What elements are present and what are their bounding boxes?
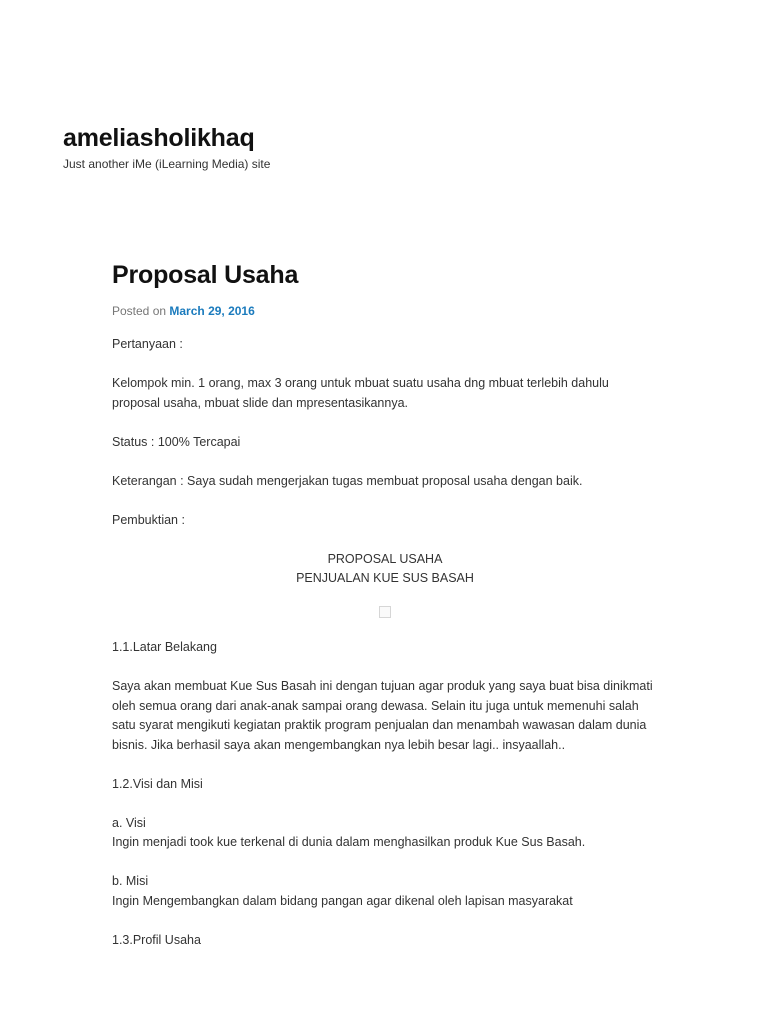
heading-profil-usaha: 1.3.Profil Usaha: [112, 932, 201, 947]
paragraph-pertanyaan: Pertanyaan :: [112, 337, 183, 351]
post-meta: [112, 303, 658, 319]
paragraph-keterangan: Keterangan : Saya sudah mengerjakan tugas membuat proposal usaha dengan baik.: [112, 473, 583, 488]
heading-visi-misi: 1.2.Visi dan Misi: [112, 776, 203, 791]
paragraph-kelompok: [112, 374, 658, 413]
paragraph-pembuktian: Pembuktian :: [112, 512, 185, 527]
misi-label: b. Misi: [112, 874, 149, 888]
proposal-heading: [112, 550, 658, 589]
paragraph-status: Status : 100% Tercapai: [112, 434, 241, 449]
visi-text: Ingin menjadi took kue terkenal di dunia dalam menghasilkan produk Kue Sus Basah.: [112, 835, 586, 849]
site-header: [63, 122, 703, 172]
broken-image-icon: [379, 606, 391, 618]
posted-on-label: Posted on: [112, 304, 167, 318]
heading-latar-belakang: 1.1.Latar Belakang: [112, 640, 217, 654]
post-content: [112, 335, 658, 950]
latar-line-2: oleh semua orang dari anak-anak sampai orang dewasa. Selain itu juga untuk memenuhi salah: [112, 698, 639, 713]
paragraph-kelompok-line-2: proposal usaha, mbuat slide dan mpresentasikannya.: [112, 395, 409, 410]
misi-text: Ingin Mengembangkan dalam bidang pangan agar dikenal oleh lapisan masyarakat: [112, 893, 573, 908]
post-article: [112, 258, 658, 970]
proposal-heading-line-2: PENJUALAN KUE SUS BASAH: [296, 571, 474, 585]
paragraph-latar-belakang: [112, 677, 658, 755]
latar-line-1: Saya akan membuat Kue Sus Basah ini dengan tujuan agar produk yang saya buat bisa dinikmati: [112, 679, 653, 693]
visi-label: a. Visi: [112, 815, 146, 830]
site-title[interactable]: ameliasholikhaq: [63, 124, 255, 152]
paragraph-kelompok-line-1: Kelompok min. 1 orang, max 3 orang untuk mbuat suatu usaha dng mbuat terlebih dahulu: [112, 376, 609, 390]
latar-line-4: bisnis. Jika berhasil saya akan mengembangkan nya lebih besar lagi.. insyaallah..: [112, 737, 566, 752]
paragraph-visi: [112, 814, 658, 853]
paragraph-misi: [112, 872, 658, 911]
post-date-link[interactable]: March 29, 2016: [169, 304, 255, 318]
site-description: Just another iMe (iLearning Media) site: [63, 157, 271, 171]
latar-line-3: satu syarat mengikuti kegiatan praktik program penjualan dan menambah wawasan dalam dunia: [112, 718, 647, 732]
proposal-heading-line-1: PROPOSAL USAHA: [327, 551, 443, 566]
post-title: Proposal Usaha: [112, 261, 299, 289]
